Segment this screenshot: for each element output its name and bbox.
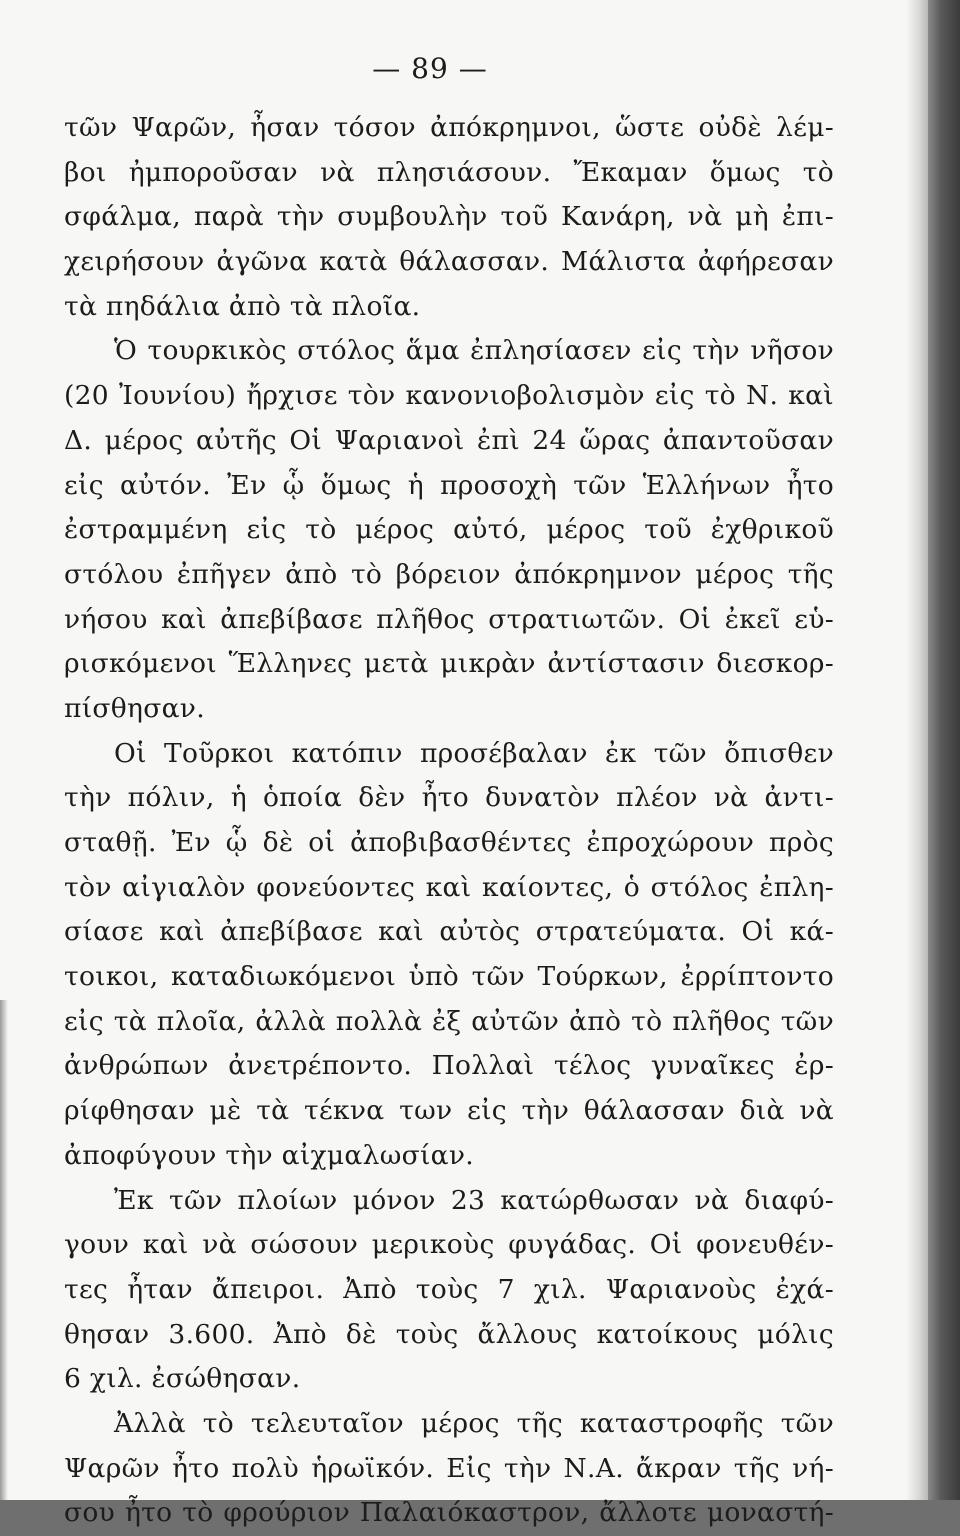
text-line: ρίφθησαν μὲ τὰ τέκνα των εἰς τὴν θάλασσαν διὰ νὰ: [64, 1095, 834, 1127]
scan-background-edge: [928, 0, 960, 1500]
text-line: σου ἦτο τὸ φρούριον Παλαιόκαστρον, ἄλλοτε μοναστή-: [64, 1497, 834, 1529]
text-line: σφάλμα, παρὰ τὴν συμβουλὴν τοῦ Κανάρη, νὰ μὴ ἐπι-: [64, 201, 834, 233]
text-line: τοικοι, καταδιωκόμενοι ὑπὸ τῶν Τούρκων, ἐρρίπτοντο: [64, 961, 834, 993]
text-line: ρισκόμενοι Ἕλληνες μετὰ μικρὰν ἀντίστασιν διεσκορ-: [64, 648, 834, 680]
text-line: σταθῇ. Ἐν ᾧ δὲ οἱ ἀποβιβασθέντες ἐπροχώρουν πρὸς: [64, 827, 834, 858]
text-line: τες ἦταν ἄπειροι. Ἀπὸ τοὺς 7 χιλ. Ψαριανοὺς ἐχά-: [64, 1273, 834, 1305]
text-line: Ἀλλὰ τὸ τελευταῖον μέρος τῆς καταστροφῆς τῶν: [114, 1407, 834, 1439]
text-line: σίασε καὶ ἀπεβίβασε καὶ αὐτὸς στρατεύματα. Οἱ κά-: [64, 916, 834, 948]
text-line: θησαν 3.600. Ἀπὸ δὲ τοὺς ἄλλους κατοίκους μόλις: [64, 1318, 834, 1350]
page-number: — 89 —: [372, 52, 488, 85]
text-line: τὸν αἰγιαλὸν φονεύοντες καὶ καίοντες, ὁ στόλος ἐπλη-: [64, 871, 834, 903]
text-line: στόλου ἐπῆγεν ἀπὸ τὸ βόρειον ἀπόκρημνον μέρος τῆς: [64, 558, 834, 590]
text-line: εἰς αὐτόν. Ἐν ᾧ ὅμως ἡ προσοχὴ τῶν Ἑλλήνων ἦτο: [64, 469, 834, 501]
text-line: βοι ἠμποροῦσαν νὰ πλησιάσουν. Ἔκαμαν ὅμως τὸ: [64, 156, 834, 188]
text-line: χειρήσουν ἀγῶνα κατὰ θάλασσαν. Μάλιστα ἀφήρεσαν: [64, 246, 834, 278]
text-line: τῶν Ψαρῶν, ἦσαν τόσον ἀπόκρημνοι, ὥστε οὐδὲ λέμ-: [64, 112, 834, 143]
text-line: Ὁ τουρκικὸς στόλος ἅμα ἐπλησίασεν εἰς τὴν νῆσον: [114, 335, 834, 367]
text-line: ἀνθρώπων ἀνετρέποντο. Πολλαὶ τέλος γυναῖκες ἐρ-: [64, 1050, 834, 1082]
text-line: (20 Ἰουνίου) ἤρχισε τὸν κανονιοβολισμὸν εἰς τὸ Ν. καὶ: [64, 380, 834, 412]
text-line: τὰ πηδάλια ἀπὸ τὰ πλοῖα.: [64, 290, 421, 322]
text-line: Ἐκ τῶν πλοίων μόνον 23 κατώρθωσαν νὰ διαφύ-: [114, 1184, 834, 1216]
page-binding-shadow: [0, 1000, 8, 1500]
text-line: τὴν πόλιν, ἡ ὁποία δὲν ἦτο δυνατὸν πλέον νὰ ἀντι-: [64, 782, 834, 814]
text-line: πίσθησαν.: [64, 692, 205, 724]
text-line: 6 χιλ. ἐσώθησαν.: [64, 1363, 301, 1395]
page-text-body: [64, 106, 834, 1536]
text-line: γουν καὶ νὰ σώσουν μερικοὺς φυγάδας. Οἱ φονευθέν-: [64, 1229, 834, 1261]
text-line: ἀποφύγουν τὴν αἰχμαλωσίαν.: [64, 1139, 475, 1171]
text-line: Ψαρῶν ἦτο πολὺ ἡρωϊκόν. Εἰς τὴν Ν.Α. ἄκραν τῆς νή-: [64, 1452, 834, 1484]
text-line: Οἱ Τοῦρκοι κατόπιν προσέβαλαν ἐκ τῶν ὄπισθεν: [114, 737, 834, 769]
text-line: ἐστραμμένη εἰς τὸ μέρος αὐτό, μέρος τοῦ ἐχθρικοῦ: [64, 514, 834, 546]
text-line: νήσου καὶ ἀπεβίβασε πλῆθος στρατιωτῶν. Οἱ ἐκεῖ εὑ-: [64, 603, 834, 635]
text-line: εἰς τὰ πλοῖα, ἀλλὰ πολλὰ ἐξ αὐτῶν ἀπὸ τὸ πλῆθος τῶν: [64, 1005, 834, 1037]
page-edge-shadow: [906, 0, 928, 1500]
text-line: Δ. μέρος αὐτῆς Οἱ Ψαριανοὶ ἐπὶ 24 ὥρας ἀπαντοῦσαν: [64, 424, 834, 456]
